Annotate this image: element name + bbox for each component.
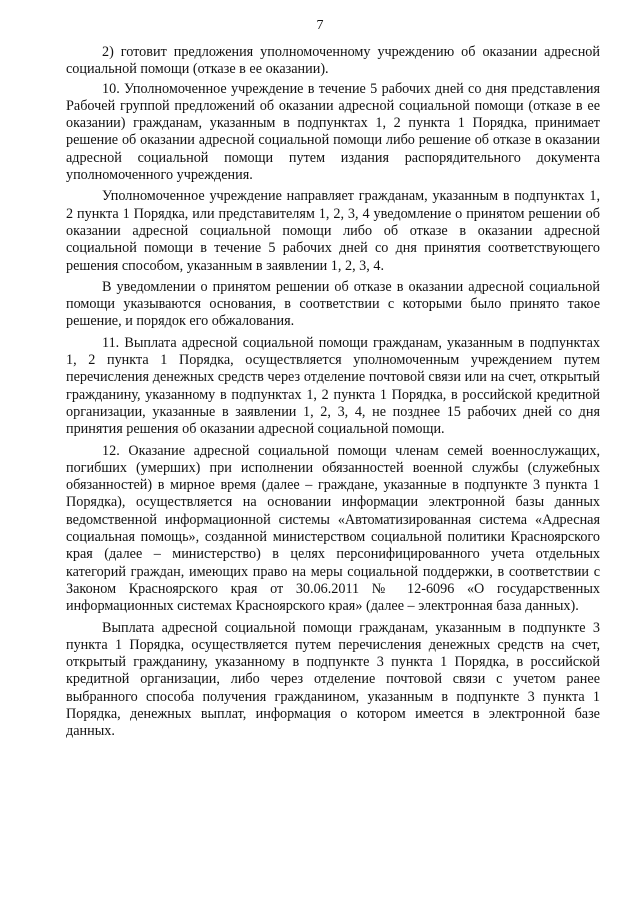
paragraph-12: 12. Оказание адресной социальной помощи членам семей военнослужащих, погибших (умерших) при исполнении обязанностей военной службы (служебных обязанностей) в мирное время (далее – граждане, указанные в подпункте 3 пункта 1 Порядка), осуществляется на основании информации электронной базы данных ведомственной информационной системы «Автоматизированная система «Адресная социальная помощь», созданной министерством социальной политики Красноярского края (далее – министерство) в целях персонифицированного учета отдельных категорий граждан, имеющих право на меры социальной поддержки, в соответствии с Законом Красноярского края от 30.06.2011 № 12-6096 «О государственных информационных системах Красноярского края» (далее – электронная база данных).: [66, 442, 600, 615]
paragraph-payment: Выплата адресной социальной помощи гражданам, указанным в подпункте 3 пункта 1 Порядка, осуществляется путем перечисления денежных средств на счет, открытый гражданину, указанному в подпункте 3 пункта 1 Порядка, в российской кредитной организации, либо через отделение почтовой связи с учетом ранее выбранного способа получения гражданином, указанным в подпункте 3 пункта 1 Порядка, денежных выплат, информация о котором имеется в электронной базе данных.: [66, 619, 600, 740]
page-number: 7: [316, 18, 324, 33]
paragraph-notification: Уполномоченное учреждение направляет гражданам, указанным в подпунктах 1, 2 пункта 1 Порядка, или представителям 1, 2, 3, 4 уведомление о принятом решении об оказании адресной социальной помощи либо об отказе в оказании адресной социальной помощи в течение 5 рабочих дней со дня принятия соответствующего решения способом, указанным в заявлении 1, 2, 3, 4.: [66, 188, 600, 274]
document-body: [66, 44, 600, 745]
paragraph-10: 10. Уполномоченное учреждение в течение 5 рабочих дней со дня представления Рабочей группой предложений об оказании адресной социальной помощи (отказе в ее оказании) гражданам, указанным в подпунктах 1, 2 пункта 1 Порядка, принимает решение об оказании адресной социальной помощи либо решение об отказе в оказании адресной социальной помощи путем издания распорядительного документа уполномоченного учреждения.: [66, 80, 600, 184]
paragraph-11: 11. Выплата адресной социальной помощи гражданам, указанным в подпунктах 1, 2 пункта 1 Порядка, осуществляется уполномоченным учреждением путем перечисления денежных средств через отделение почтовой связи или на счет, открытый гражданину, указанному в подпунктах 1, 2 пункта 1 Порядка, в российской кредитной организации, указанные в заявлении 1, 2, 3, 4, не позднее 15 рабочих дней со дня принятия решения об оказании адресной социальной помощи.: [66, 334, 600, 438]
paragraph-10-item-2: 2) готовит предложения уполномоченному учреждению об оказании адресной социальной помощи (отказе в ее оказании).: [66, 44, 600, 78]
paragraph-refusal-notice: В уведомлении о принятом решении об отказе в оказании адресной социальной помощи указываются основания, в соответствии с которыми было принято такое решение, и порядок его обжалования.: [66, 278, 600, 330]
